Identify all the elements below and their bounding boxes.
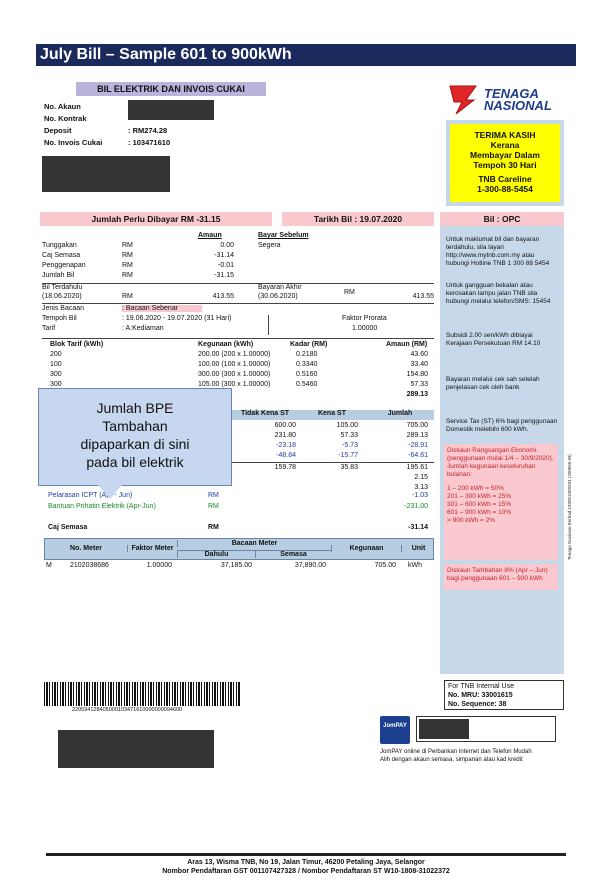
bayar-sebelum-header: Bayar Sebelum	[258, 232, 309, 239]
tax-cell: 705.00	[406, 422, 428, 429]
side-info-1: Untuk maklumat bil dan bayaran terdahulu, sila layari http://www.mytnb.com.my atau hubungi Hotline TNB 1 300 88 5454	[446, 236, 550, 267]
faktor-prorata-label: Faktor Prorata	[342, 315, 387, 322]
thanks-line1: TERIMA KASIH	[474, 130, 536, 140]
blok-cell: 100	[50, 361, 62, 368]
diskaun-box	[444, 444, 558, 560]
caj-semasa-total: -31.14	[408, 524, 428, 531]
bacaan-semasa: 37,890.00	[294, 562, 326, 569]
blok-cell: 300	[50, 381, 62, 388]
diskaun-tier-2: 201 – 300 kWh = 25%	[447, 493, 512, 500]
tax-cell: -23.18	[276, 442, 296, 449]
bacaan-dahulu: 37,185.00	[220, 562, 252, 569]
amaun-cell: 33.40	[410, 361, 428, 368]
pelarasan-value: -1.03	[412, 492, 428, 499]
internal-mru: No. MRU: 33001615	[448, 692, 513, 699]
rm-label: RM	[122, 272, 133, 279]
diskaun-tambahan: Diskaun Tambahan 8% (Apr – Jun) bagi penggunaan 601 – 900 kWh	[444, 564, 558, 590]
callout-line2: Tambahan	[102, 418, 168, 434]
bpe-label: Bantuan Prihatin Elektrik (Apr-Jun)	[48, 503, 156, 510]
footer-line1: Aras 13, Wisma TNB, No 19, Jalan Timur, 46200 Petaling Jaya, Selangor	[187, 859, 425, 866]
row-label: Tunggakan	[42, 242, 77, 249]
tax-cell: -64.61	[408, 452, 428, 459]
blok-header: Blok Tarif (kWh)	[50, 341, 104, 348]
meter-no-header: No. Meter	[70, 545, 102, 552]
side-info-4: Bayaran melalui cek sah setelah penjelasan cek oleh bank	[446, 376, 540, 391]
diskaun-title: Diskaun Rangsangan Ekonomi (penggunaan mulai 1/4 – 30/9/2020). Jumlah kegunaan keseluruhan bulanan:	[447, 447, 554, 478]
jompay-text-2: Alih dengan akaun semasa, simpanan atau kad kredit	[380, 757, 523, 763]
tax-cell: -48.84	[276, 452, 296, 459]
bil-terdahulu-date: (18.06.2020)	[42, 293, 82, 300]
jumlah-bil-value: -31.15	[214, 272, 234, 279]
amaun-header: Amaun	[198, 232, 222, 239]
callout-line1: Jumlah BPE	[96, 400, 174, 416]
meter-type: M	[46, 562, 52, 569]
jompay-biller-box	[416, 716, 556, 742]
side-info-2: Untuk gangguan bekalan atau kerosakan lampu jalan TNB sila hubungi melalui telefon/SMS: 15454	[446, 282, 551, 305]
caj-semasa-rm: RM	[208, 524, 219, 531]
tax-cell: -15.77	[338, 452, 358, 459]
internal-seq: No. Sequence: 38	[448, 701, 507, 708]
barcode-number: 220594128405000103471610000000094600	[72, 707, 183, 713]
caj-semasa-value: -31.14	[214, 252, 234, 259]
jumlah-header: Jumlah	[387, 410, 413, 417]
pelarasan-rm: RM	[208, 492, 219, 499]
logo-line1: TENAGA	[484, 86, 539, 101]
page-title: July Bill – Sample 601 to 900kWh	[36, 44, 576, 66]
meter-no: 2102038686	[70, 562, 109, 569]
redacted-biller	[419, 719, 469, 739]
thanks-line4: Tempoh 30 Hari	[473, 160, 537, 170]
kegunaan-value: 705.00	[374, 562, 396, 569]
kegunaan-cell: 100.00 (100 x 1.00000)	[198, 361, 271, 368]
diskaun-tier-4: 601 – 900 kWh = 10%	[447, 509, 512, 516]
rm-label: RM	[122, 262, 133, 269]
jenis-bacaan-label: Jenis Bacaan	[42, 305, 85, 312]
rm-label: RM	[122, 293, 133, 300]
kadar-cell: 0.2180	[296, 351, 318, 358]
tax-extra: 2.15	[414, 474, 428, 481]
segera-label: Segera	[258, 242, 281, 249]
kena-st-header: Kena ST	[317, 410, 346, 417]
diskaun-tier-3: 301 – 600 kWh = 15%	[447, 501, 512, 508]
bil-type: Bil : OPC	[440, 212, 564, 226]
dahulu-header: Dahulu	[177, 550, 255, 558]
blok-cell: 300	[50, 371, 62, 378]
invois-label: No. Invois Cukai	[44, 138, 103, 147]
tarikh-bil: Tarikh Bil : 19.07.2020	[282, 212, 434, 226]
kegunaan-header: Kegunaan (kWh)	[198, 341, 254, 348]
amaun-header: Amaun (RM)	[386, 341, 428, 348]
amaun-cell: 43.60	[410, 351, 428, 358]
tnb-logo-icon	[446, 82, 482, 116]
amaun-cell: 57.33	[410, 381, 428, 388]
blocks-total: 289.13	[406, 391, 428, 398]
kegunaan-header: Kegunaan	[331, 545, 401, 552]
meter-table	[44, 538, 434, 572]
side-info-3: Subsidi 2.00 sen/kWh dibiayai Kerajaan Persekutuan RM 14.10	[446, 332, 541, 347]
tempoh-bil-label: Tempoh Bil	[42, 315, 77, 322]
logo-line2: NASIONAL	[484, 98, 552, 113]
kadar-cell: 0.5460	[296, 381, 318, 388]
tarif-label: Tarif	[42, 325, 56, 332]
bpe-rm: RM	[208, 503, 219, 510]
no-kontrak-label: No. Kontrak	[44, 114, 87, 123]
tax-cell: -28.91	[408, 442, 428, 449]
faktor-meter: 1.00000	[146, 562, 172, 569]
tax-cell: 35.83	[340, 464, 358, 471]
kegunaan-cell: 300.00 (300 x 1.00000)	[198, 371, 271, 378]
tunggakan-value: 0.00	[220, 242, 234, 249]
thanks-line5: TNB Careline	[478, 174, 532, 184]
amount-section	[42, 232, 434, 312]
footer-divider	[46, 853, 566, 856]
tax-cell: 195.61	[406, 464, 428, 471]
callout-line3: dipaparkan di sini	[80, 436, 190, 452]
tnb-logo	[446, 82, 566, 118]
tax-cell: 57.33	[340, 432, 358, 439]
kadar-cell: 0.3340	[296, 361, 318, 368]
tax-cell: 600.00	[274, 422, 296, 429]
bpe-callout	[38, 388, 232, 486]
caj-semasa-label: Caj Semasa	[48, 524, 88, 531]
tempoh-bil-value: : 19.06.2020 - 19.07.2020 (31 Hari)	[122, 315, 232, 322]
unit-value: kWh	[408, 562, 422, 569]
row-label: Jumlah Bil	[42, 272, 75, 279]
penggenapan-value: -0.01	[218, 262, 234, 269]
tarif-value: : A:Kediaman	[122, 325, 164, 332]
semasa-header: Semasa	[255, 550, 331, 558]
row-label: Penggenapan	[42, 262, 86, 269]
amaun-cell: 154.80	[406, 371, 428, 378]
thanks-line3: Membayar Dalam	[470, 150, 540, 160]
faktor-meter-header: Faktor Meter	[127, 545, 177, 552]
deposit-value: : RM274.28	[128, 126, 168, 135]
jumlah-perlu-dibayar: Jumlah Perlu Dibayar RM -31.15	[40, 212, 272, 226]
invois-value: : 103471610	[128, 138, 171, 147]
row-label: Caj Semasa	[42, 252, 81, 259]
kegunaan-cell: 105.00 (300 x 1.00000)	[198, 381, 271, 388]
tax-cell: -5.73	[342, 442, 358, 449]
tax-cell: 231.80	[274, 432, 296, 439]
jompay-text	[380, 748, 570, 764]
bayaran-akhir-value: 413.55	[412, 293, 434, 300]
diskaun-tier-5: > 900 kWh = 2%	[447, 517, 496, 524]
tax-extra: 3.13	[414, 484, 428, 491]
vertical-company-text: Tenaga Nasional Berhad 199001009294 (200866-W)	[567, 454, 572, 560]
redacted-footer-address	[58, 730, 214, 768]
thanks-line6: 1-300-88-5454	[477, 184, 533, 194]
side-info-5: Service Tax (ST) 6% bagi penggunaan Domestik melebihi 600 kWh.	[446, 418, 558, 433]
pelarasan-label: Pelarasan ICPT (Apr - Jun)	[48, 492, 133, 499]
bil-terdahulu-label: Bil Terdahulu	[42, 284, 83, 291]
thanks-panel	[446, 120, 564, 206]
barcode	[44, 682, 240, 706]
bacaan-meter-header: Bacaan Meter	[177, 540, 331, 547]
jompay-logo: JomPAY	[380, 716, 410, 744]
bayaran-akhir-date: (30.06.2020)	[258, 293, 298, 300]
kadar-header: Kadar (RM)	[290, 341, 328, 348]
bayaran-akhir-label: Bayaran Akhir	[258, 284, 302, 291]
jompay-text-1: JomPAY online di Perbankan Internet dan Telefon Mudah	[380, 749, 532, 755]
tax-cell: 105.00	[336, 422, 358, 429]
faktor-prorata-value: 1.00000	[352, 325, 378, 332]
blok-cell: 200	[50, 351, 62, 358]
jenis-bacaan-value: : Bacaan Sebenar	[122, 305, 202, 312]
bil-terdahulu-value: 413.55	[212, 293, 234, 300]
bpe-value: -231.00	[404, 503, 428, 510]
internal-title: For TNB Internal Use	[448, 683, 515, 690]
deposit-label: Deposit	[44, 126, 72, 135]
kegunaan-cell: 200.00 (200 x 1.00000)	[198, 351, 271, 358]
redacted-account	[128, 100, 214, 120]
tax-cell: 289.13	[406, 432, 428, 439]
footer-address	[46, 858, 566, 876]
redacted-address	[42, 156, 170, 192]
callout-line4: pada bil elektrik	[86, 454, 184, 470]
rm-label: RM	[122, 252, 133, 259]
internal-use-box	[444, 680, 564, 710]
unit-header: Unit	[401, 545, 435, 552]
kadar-cell: 0.5160	[296, 371, 318, 378]
reading-section	[42, 303, 434, 335]
thanks-box	[450, 124, 560, 202]
no-akaun-label: No. Akaun	[44, 102, 81, 111]
side-panel	[440, 226, 564, 674]
thanks-line2: Kerana	[490, 140, 520, 150]
tidak-kena-st-header: Tidak Kena ST	[240, 410, 290, 417]
tax-table	[232, 410, 434, 492]
rm-label: RM	[344, 289, 355, 296]
rm-label: RM	[122, 242, 133, 249]
bill-header: BIL ELEKTRIK DAN INVOIS CUKAI	[76, 82, 266, 96]
diskaun-tier-1: 1 – 200 kWh = 50%	[447, 485, 504, 492]
callout-tail	[98, 485, 122, 499]
tax-cell: 159.78	[274, 464, 296, 471]
footer-line2: Nombor Pendaftaran GST 001107427328 / Nombor Pendaftaran ST W10-1808-31022372	[162, 868, 450, 875]
